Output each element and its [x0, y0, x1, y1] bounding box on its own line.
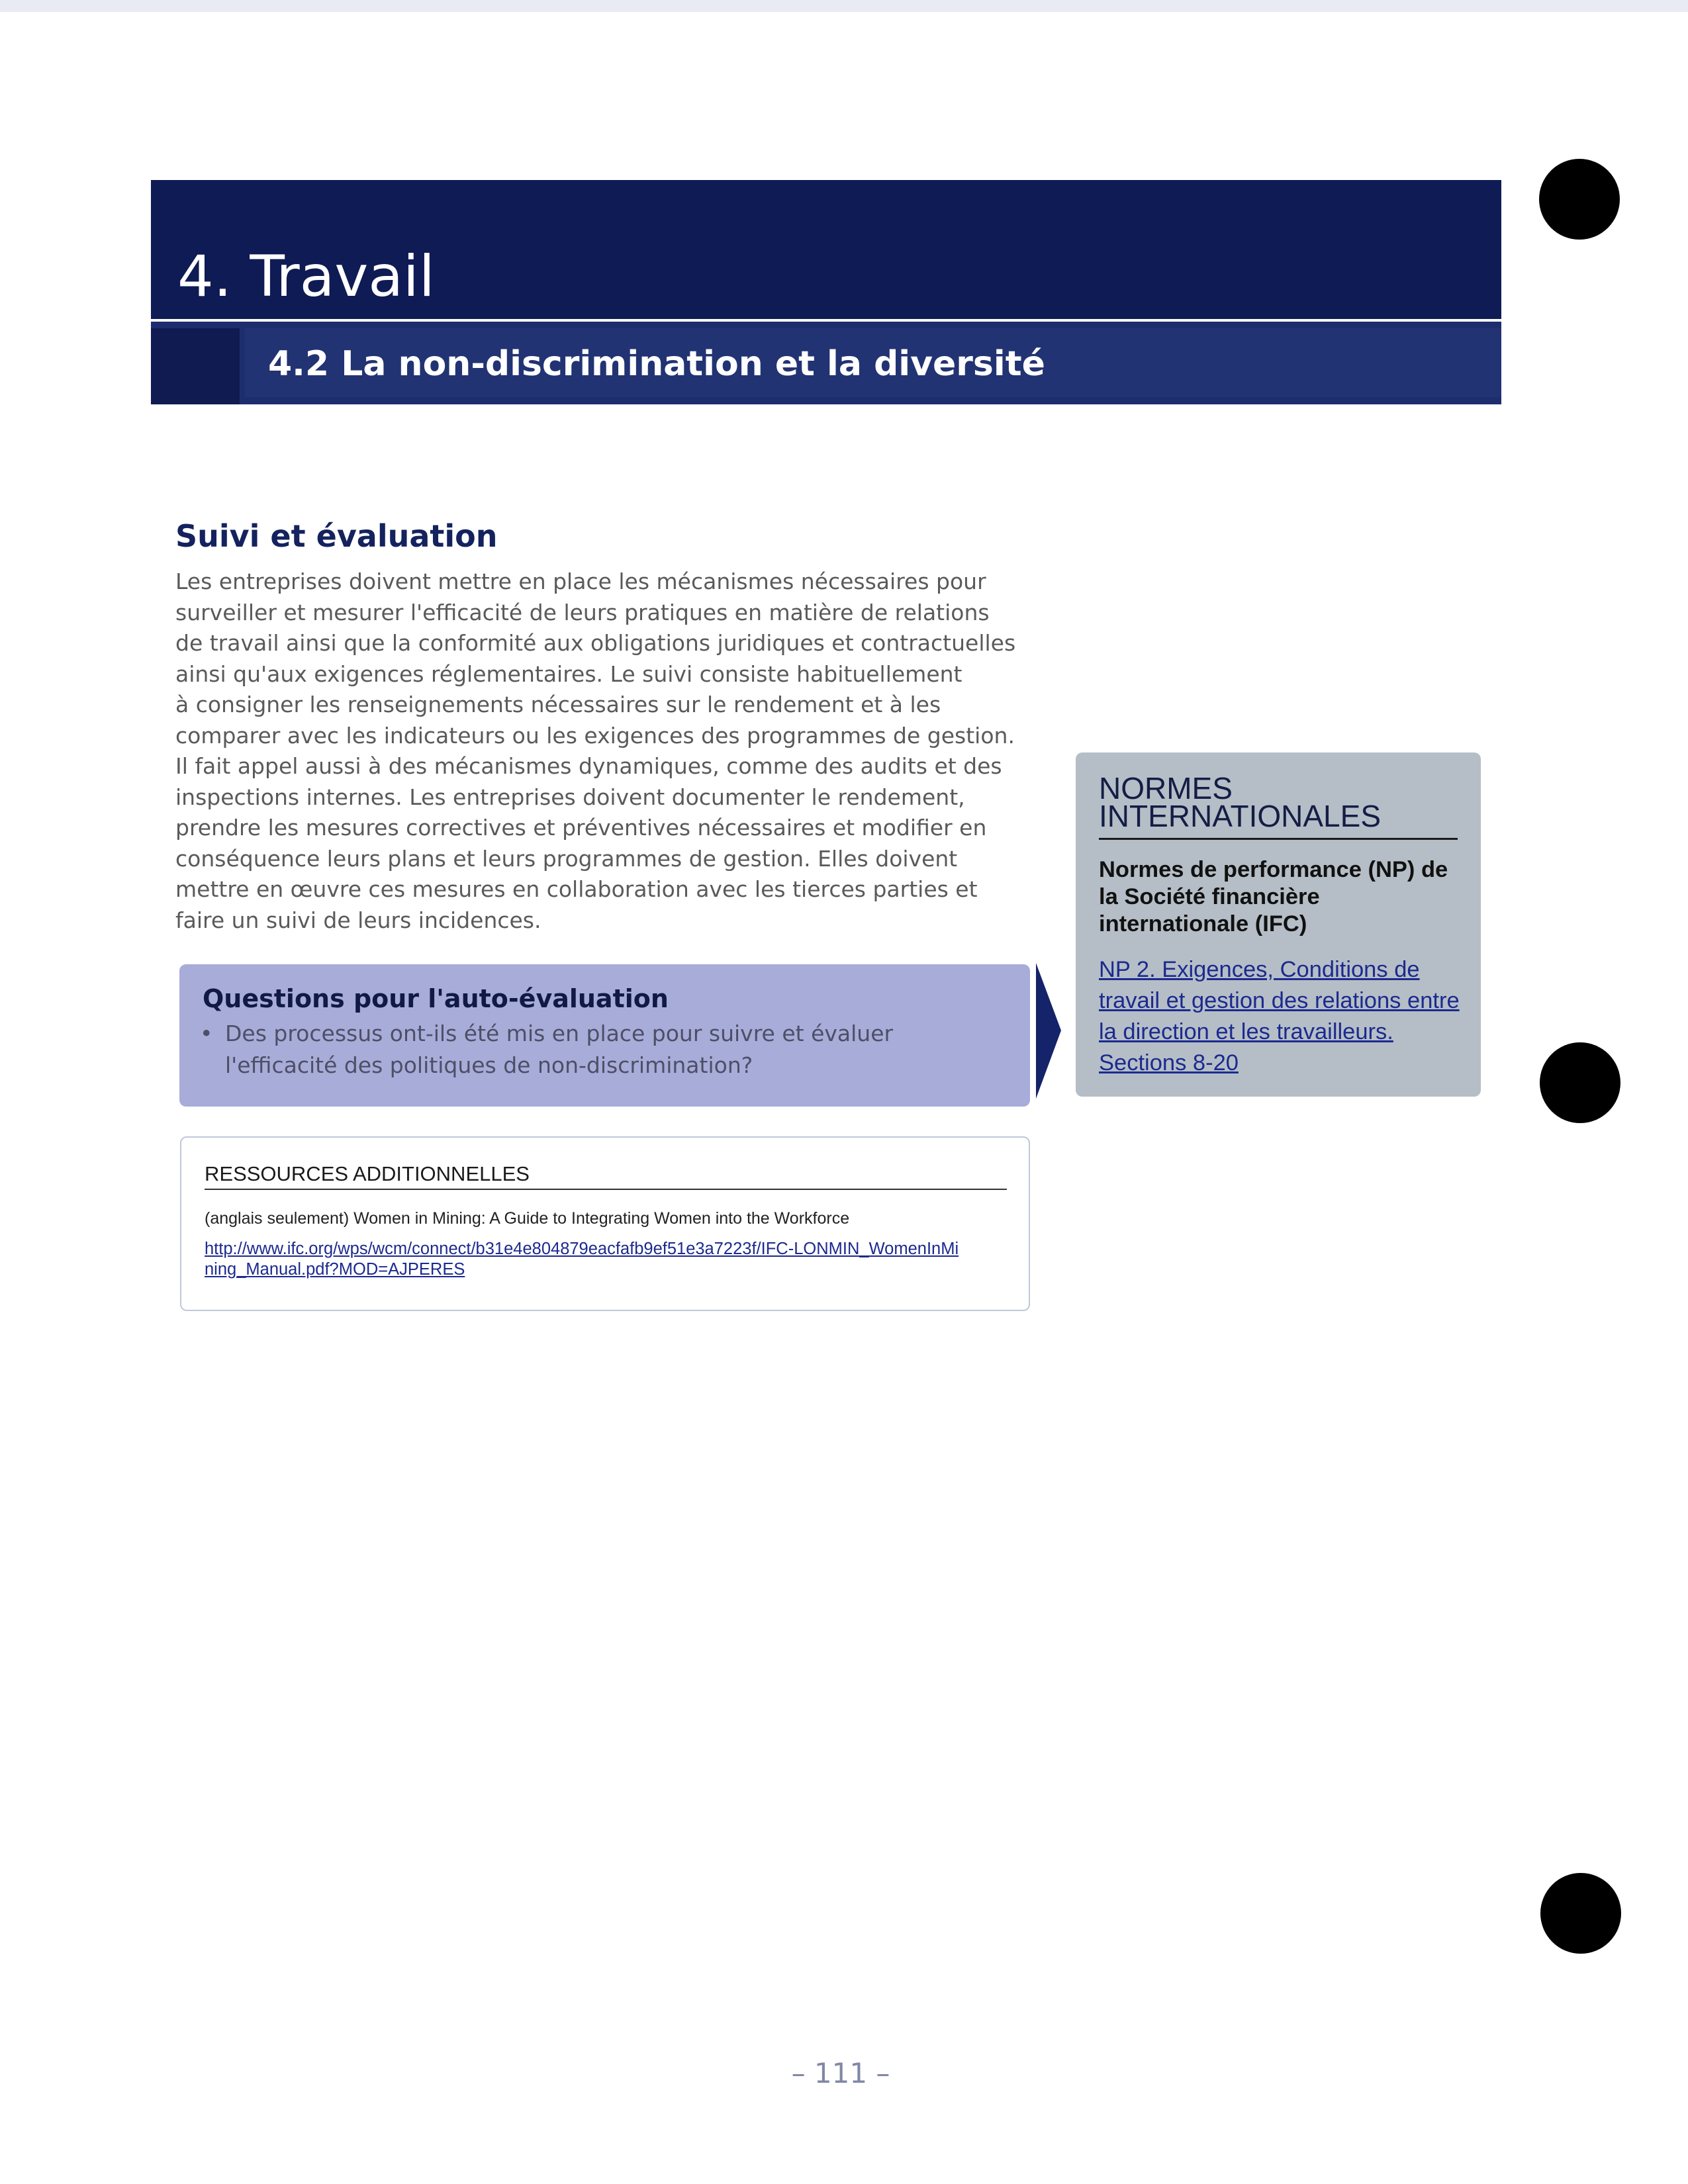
question-item: Des processus ont-ils été mis en place pour suivre et évaluer l'efficacité des politiques de non-discrimination?: [225, 1021, 894, 1078]
resources-description: (anglais seulement) Women in Mining: A Guide to Integrating Women into the Workforce: [205, 1209, 850, 1228]
binder-hole-bottom: [1540, 1873, 1621, 1954]
body-line: à consigner les renseignements nécessaires sur le rendement et à les: [175, 692, 941, 717]
body-line: surveiller et mesurer l'efficacité de leurs pratiques en matière de relations: [175, 599, 990, 625]
section-heading: Suivi et évaluation: [175, 518, 498, 554]
questions-title: Questions pour l'auto-évaluation: [203, 984, 669, 1013]
body-line: conséquence leurs plans et leurs programmes de gestion. Elles doivent: [175, 845, 958, 872]
body-line: ainsi qu'aux exigences réglementaires. Le suivi consiste habituellement: [175, 660, 962, 687]
section-title: 4.2 La non-discrimination et la diversité: [268, 344, 1045, 384]
binder-hole-top: [1539, 159, 1620, 240]
arrow-right-icon: [1036, 963, 1061, 1099]
body-line: de travail ainsi que la conformité aux obligations juridiques et contractuelles: [175, 630, 1016, 656]
normes-divider: [1099, 838, 1458, 840]
body-line: comparer avec les indicateurs ou les exigences des programmes de gestion.: [175, 722, 1015, 749]
body-line: Les entreprises doivent mettre en place les mécanismes nécessaires pour: [175, 569, 986, 594]
bullet-marker: •: [200, 1021, 213, 1046]
page-number: – 111 –: [791, 2057, 890, 2089]
body-line: Il fait appel aussi à des mécanismes dynamiques, comme des audits et des: [175, 753, 1002, 779]
body-line: mettre en œuvre ces mesures en collaboration avec les tierces parties et: [175, 876, 978, 902]
body-line: inspections internes. Les entreprises doivent documenter le rendement,: [175, 784, 965, 810]
normes-title: NORMES INTERNATIONALES: [1099, 771, 1381, 833]
normes-subtitle: Normes de performance (NP) de la Société financière internationale (IFC): [1099, 857, 1448, 936]
scan-top-edge: [0, 0, 1688, 12]
normes-link[interactable]: NP 2. Exigences, Conditions de travail et gestion des relations entre la direction et les travailleurs. Sections 8-20: [1099, 957, 1460, 1075]
body-line: faire un suivi de leurs incidences.: [175, 907, 541, 933]
chapter-title: 4. Travail: [177, 244, 435, 310]
body-line: prendre les mesures correctives et préventives nécessaires et modifier en: [175, 815, 987, 841]
binder-hole-middle: [1540, 1042, 1620, 1123]
resources-link[interactable]: http://www.ifc.org/wps/wcm/connect/b31e4e804879eacfafb9ef51e3a7223f/IFC-LONMIN_WomenInMining_Manual.pdf?MOD=AJPERES: [205, 1240, 959, 1279]
body-paragraph: [175, 567, 1016, 936]
resources-divider: [205, 1189, 1007, 1190]
section-banner-tab: [151, 328, 240, 404]
resources-title: RESSOURCES ADDITIONNELLES: [205, 1162, 530, 1185]
